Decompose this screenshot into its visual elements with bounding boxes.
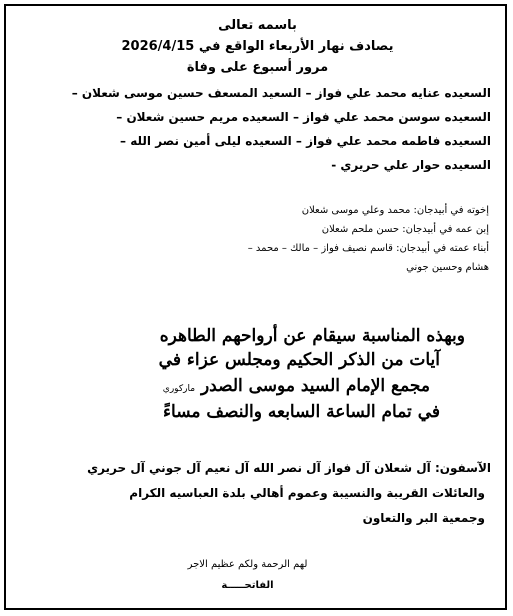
relatives-line-4: هشام وحسين جوني xyxy=(406,262,489,273)
date-line xyxy=(6,39,509,54)
ceremony-line-4: في تمام الساعة السابعه والنصف مساءً xyxy=(163,402,440,422)
closing-line-1: لهم الرحمة ولكم عظيم الاجر xyxy=(187,559,308,570)
deceased-line-2: السعيده سوسن محمد علي فواز – السعيده مريم حسين شعلان – xyxy=(116,110,491,124)
date-line-prefix: يصادف نهار الأربعاء الواقع في xyxy=(198,39,394,54)
closing-line-2: الفاتحـــــة xyxy=(221,580,274,591)
relatives-line-3: أبناء عمته في أبيدجان: قاسم نصيف فواز – مالك – محمد – xyxy=(247,243,489,254)
mourners-line-1: الآسفون: آل شعلان آل فواز آل نصر الله آل نعيم آل جوني آل حريري xyxy=(87,461,491,475)
basmala: باسمه تعالى xyxy=(218,18,297,33)
deceased-line-3: السعيده فاطمه محمد علي فواز – السعيده ليلى أمين نصر الله – xyxy=(120,134,491,148)
relatives-line-1: إخوته في أبيدجان: محمد وعلي موسى شعلان xyxy=(301,205,489,216)
document-frame xyxy=(4,4,507,610)
date-value: 2026/4/15 xyxy=(121,39,195,54)
ceremony-line-2: آيات من الذكر الحكيم ومجلس عزاء في xyxy=(158,350,440,370)
relatives-line-2: إبن عمه في أبيدجان: حسن ملحم شعلان xyxy=(321,224,489,235)
venue-name: مجمع الإمام السيد موسى الصدر xyxy=(200,376,430,396)
ceremony-line-1: وبهذه المناسبة سيقام عن أرواحهم الطاهره xyxy=(159,326,465,346)
mourners-line-2: والعائلات القريبة والنسيبة وعموم أهالي بلدة العباسيه الكرام xyxy=(129,486,485,500)
venue-note: ماركوري xyxy=(162,384,196,394)
deceased-line-1: السعيده عنايه محمد علي فواز – السعيد المسعف حسين موسى شعلان – xyxy=(71,86,491,100)
mourners-line-3: وجمعية البر والتعاون xyxy=(362,511,485,525)
occasion-line: مرور أسبوع على وفاة xyxy=(186,60,329,75)
ceremony-line-3 xyxy=(163,376,430,396)
deceased-line-4: السعيده حوار علي حريري - xyxy=(331,158,491,172)
